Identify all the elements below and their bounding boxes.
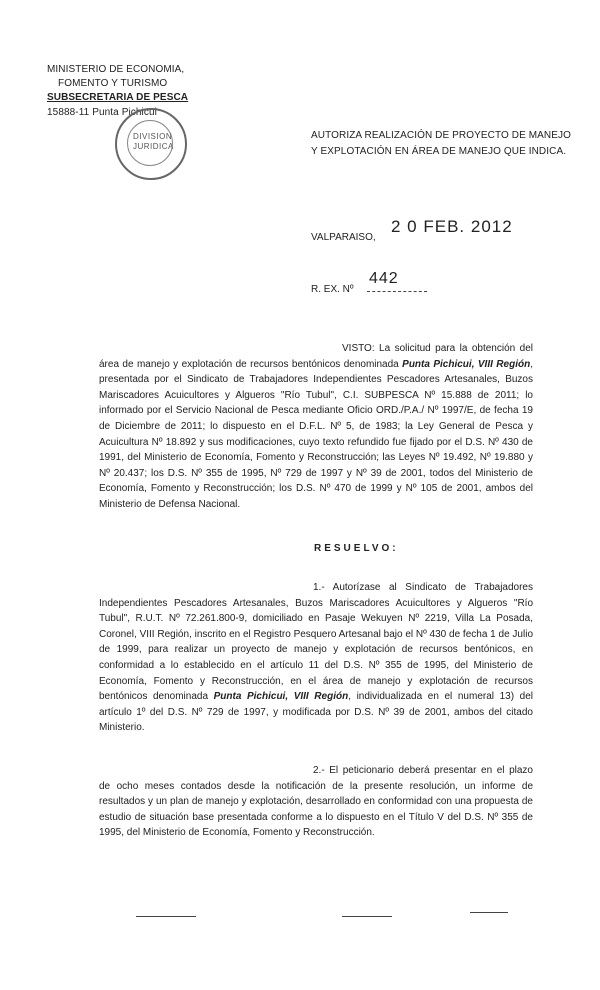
item-1-lead: 1.- Autorízase al Sindicato de Trabajadores Independientes Pescadores Artesanales, Buzos Mariscadores Acuicultores y Algueros "Río Tubul", R.U.T. Nº 72.261.800-9, domiciliado en Pasaje Wekuyen Nº 2219, Villa La Posada, Coronel, VIII Región, inscrito en el Registro Pesquero Artesanal bajo el Nº 430 de fecha 1 de Julio de 1999, para realizar un proyecto de manejo y explotación de recursos bentónicos, en conformidad a lo establecido en el artículo 11 del D.S. Nº 355 de 1995, del Ministerio de Economía, Fomento y Reconstrucción, en el área de manejo y explotación de recursos bentónicos denominada bbox=[99, 582, 533, 703]
visto-body: , presentada por el Sindicato de Trabajadores Independientes Pescadores Artesanales, Buzos Mariscadores Acuicultores y Algueros "Río Tubul", C.I. SUBPESCA Nº 15.888 de 2011; lo informado por el Servicio Nacional de Pesca mediante Oficio ORD./P.A./ Nº 1997/E, de fecha 19 de Diciembre de 2011; lo dispuesto en el D.F.L. Nº 5, de 1983; la Ley General de Pesca y Acuicultura Nº 18.892 y sus modificaciones, cuyo texto refundido fue fijado por el D.S. Nº 430 de 1991, del Ministerio de Economía, Fomento y Reconstrucción; las Leyes Nº 19.492, Nº 19.880 y Nº 20.437; los D.S. Nº 355 de 1995, Nº 729 de 1997 y Nº 39 de 2001, todos del Ministerio de Economía, Fomento y Reconstrucción; los D.S. Nº 470 de 1999 y Nº 105 de 2001, ambos del Ministerio de Defensa Nacional. bbox=[99, 358, 533, 510]
file-reference: 15888-11 Punta Pichicui bbox=[47, 107, 157, 118]
date-value: 2 0 FEB. 2012 bbox=[391, 217, 513, 236]
resolution-number: 442 bbox=[369, 270, 399, 287]
resolution-label: R. EX. Nº bbox=[311, 284, 354, 295]
initials-line-center bbox=[342, 916, 392, 917]
title-line2: Y EXPLOTACIÓN EN ÁREA DE MANEJO QUE INDICA. bbox=[311, 146, 567, 157]
initials-line-left bbox=[136, 916, 196, 917]
visto-area-name: Punta Pichicui, VIII Región bbox=[402, 358, 531, 370]
resolution-number-underline bbox=[367, 291, 427, 292]
item-2-text: 2.- El peticionario deberá presentar en el plazo de ocho meses contados desde la notificación de la presente resolución, un informe de resultados y un plan de manejo y explotación, desarrollado en conformidad con una propuesta de estudio de situación base presentada conforme a lo dispuesto en el Título V del D.S. Nº 355 de 1995, del Ministerio de Economía, Fomento y Reconstrucción. bbox=[99, 765, 533, 839]
initials-line-right bbox=[470, 912, 508, 913]
visto-intro: VISTO: La solicitud para la obtención del área de manejo y explotación de recursos bentónicos denominada bbox=[99, 343, 533, 370]
visto-paragraph bbox=[99, 341, 533, 513]
division-juridica-stamp bbox=[115, 108, 187, 180]
item-1-paragraph bbox=[99, 580, 533, 736]
stamp-line1: DIVISION bbox=[133, 132, 173, 141]
item-1-area-name: Punta Pichicui, VIII Región bbox=[213, 691, 349, 703]
title-line1: AUTORIZA REALIZACIÓN DE PROYECTO DE MANEJO bbox=[311, 130, 571, 141]
item-2-paragraph bbox=[99, 763, 533, 841]
item-1-tail: , individualizada en el numeral 13) del artículo 1º del D.S. Nº 729 de 1997, y modificada por D.S. Nº 39 de 2001, ambos del citado Ministerio. bbox=[99, 691, 533, 734]
subsecretaria-name: SUBSECRETARIA DE PESCA bbox=[47, 92, 189, 103]
date-city: VALPARAISO, bbox=[311, 232, 376, 243]
stamp-line2: JURIDICA bbox=[133, 142, 174, 151]
ministry-name-line2: FOMENTO Y TURISMO bbox=[58, 78, 168, 89]
resuelvo-heading: RESUELVO: bbox=[314, 543, 399, 554]
ministry-name-line1: MINISTERIO DE ECONOMIA, bbox=[47, 64, 185, 75]
